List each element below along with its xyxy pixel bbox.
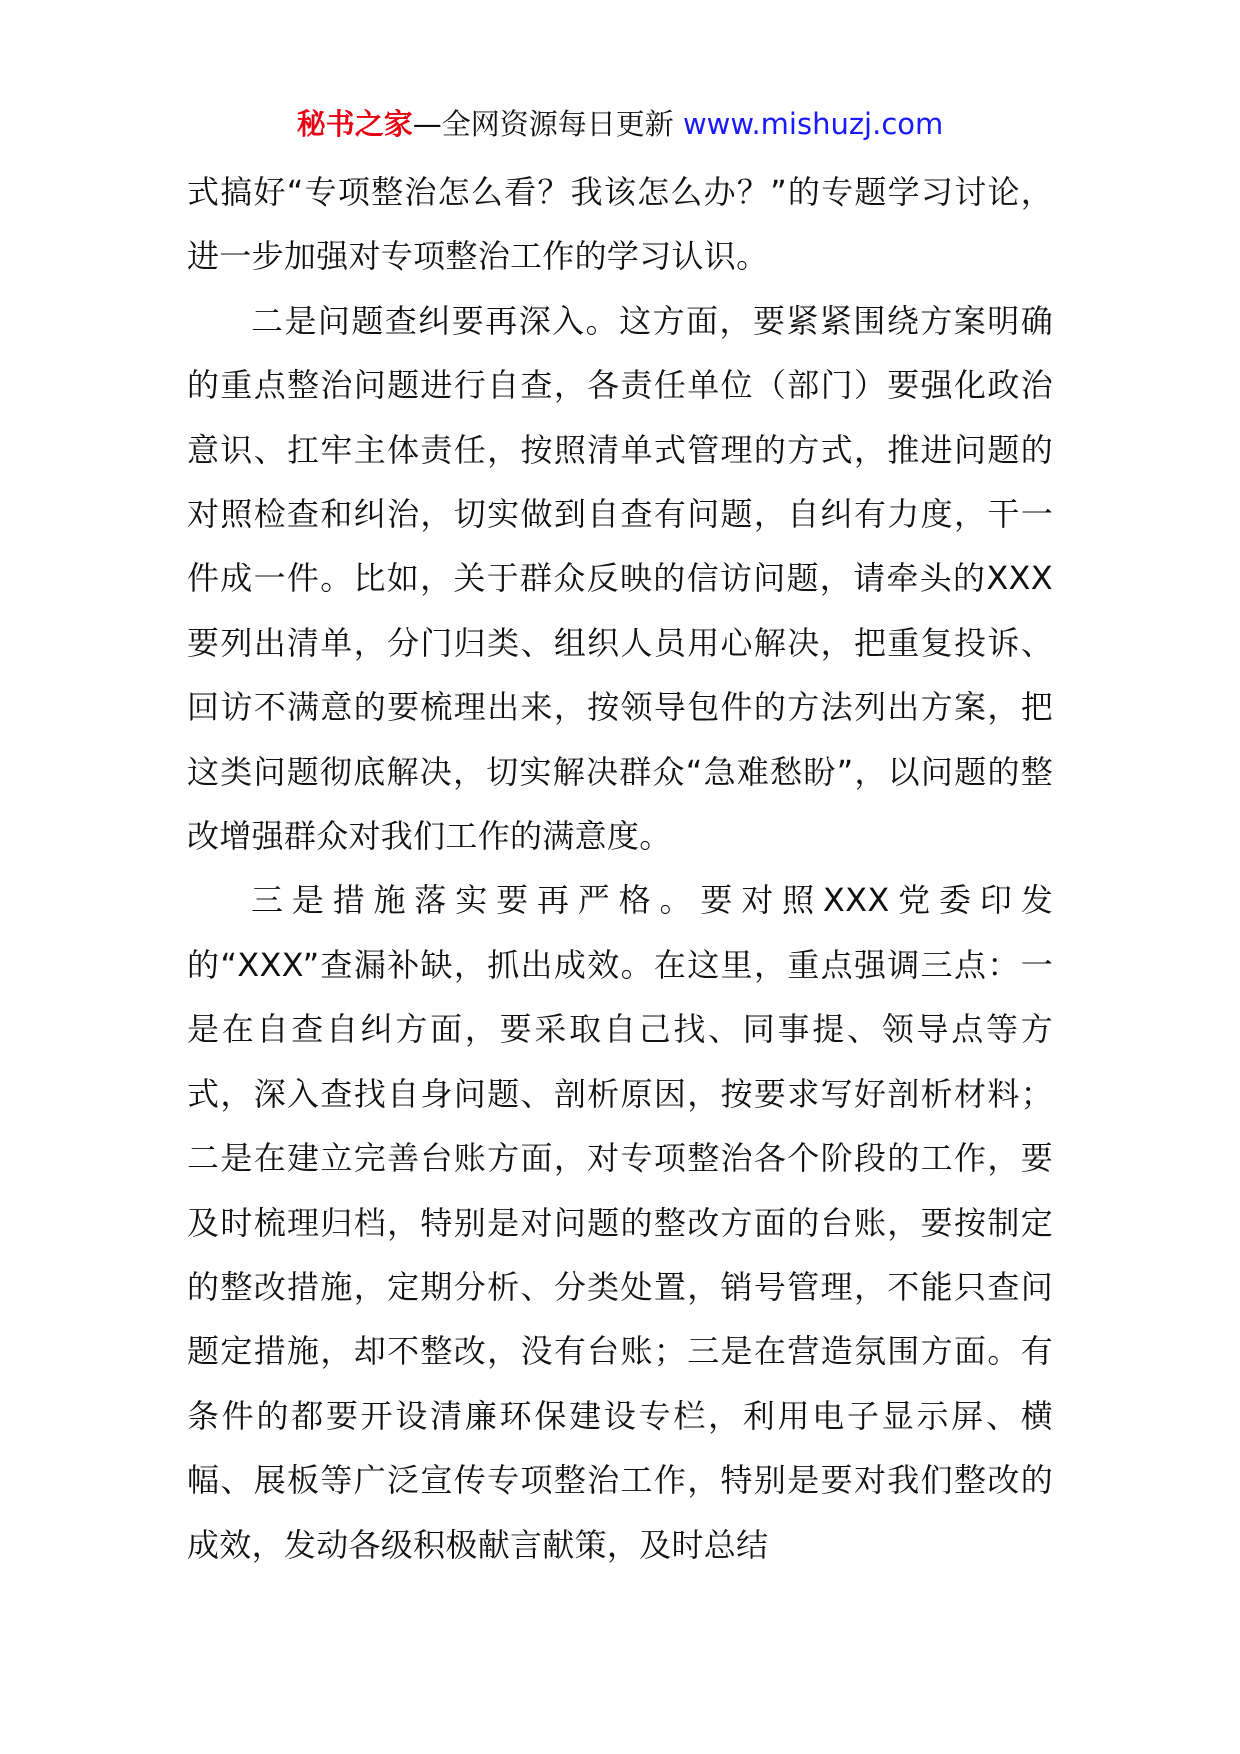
brand-name: 秘书之家 bbox=[296, 107, 413, 141]
header-tagline: —全网资源每日更新 bbox=[412, 107, 674, 141]
paragraph-measures-implementation: 三是措施落实要再严格。要对照XXX党委印发的“XXX”查漏补缺，抓出成效。在这里，重点强调三点：一是在自查自纠方面，要采取自己找、同事提、领导点等方式，深入查找自身问题、剖析原因，按要求写好剖析材料；二是在建立完善台账方面，对专项整治各个阶段的工作，要及时梳理归档，特别是对问题的整改方面的台账，要按制定的整改措施，定期分析、分类处置，销号管理，不能只查问题定措施，却不整改，没有台账；三是在营造氛围方面。有条件的都要开设清廉环保建设专栏，利用电子显示屏、横幅、展板等广泛宣传专项整治工作，特别是要对我们整改的成效，发动各级积极献言献策，及时总结 bbox=[187, 881, 1053, 1564]
page-header bbox=[0, 100, 1240, 148]
document-body bbox=[187, 160, 1053, 1577]
website-link[interactable]: www.mishuzj.com bbox=[682, 107, 944, 141]
paragraph-problem-rectification: 二是问题查纠要再深入。这方面，要紧紧围绕方案明确的重点整治问题进行自查，各责任单位（部门）要强化政治意识、扛牢主体责任，按照清单式管理的方式，推进问题的对照检查和纠治，切实做到自查有问题，自纠有力度，干一件成一件。比如，关于群众反映的信访问题，请牵头的XXX要列出清单，分门归类、组织人员用心解决，把重复投诉、回访不满意的要梳理出来，按领导包件的方法列出方案，把这类问题彻底解决，切实解决群众“急难愁盼”，以问题的整改增强群众对我们工作的满意度。 bbox=[187, 301, 1053, 856]
paragraph-continued: 式搞好“专项整治怎么看？我该怎么办？”的专题学习讨论，进一步加强对专项整治工作的学习认识。 bbox=[187, 173, 1053, 276]
